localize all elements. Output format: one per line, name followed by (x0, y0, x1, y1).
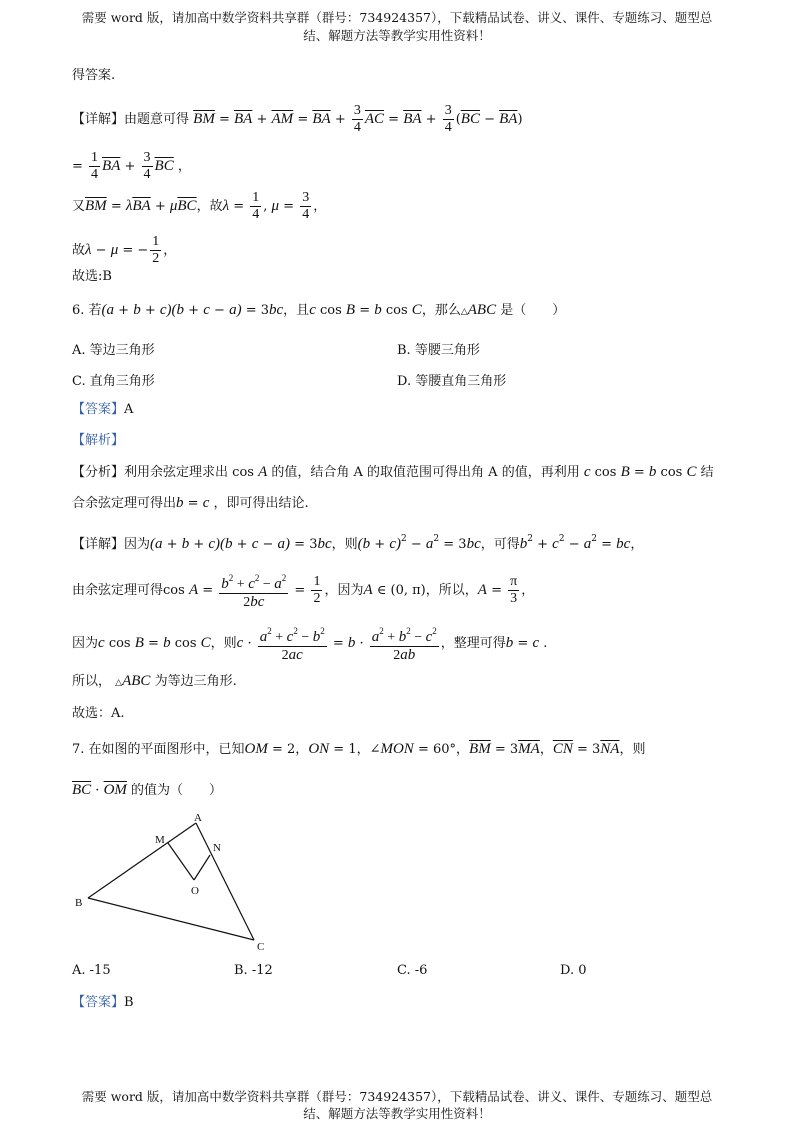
q7-stem-line-1: 7. 在如图的平面图形中，已知OM = 2，ON = 1，∠MON = 60°，$\overline{BM} = 3\overline{MA}$，$\overline{CN} = 3\overline{NA}$，则 (72, 741, 646, 757)
q6-fenxi-line-1: 【分析】利用余弦定理求出 cos A 的值，结合角 A 的取值范围可得出角 A 的值，再利用 c cos B = b cos C 结 (72, 464, 714, 480)
q6-analysis-label: 【解析】 (72, 433, 125, 448)
q7-option-b[interactable]: B. -12 (234, 963, 273, 978)
label-n: N (213, 842, 221, 854)
segment-on (194, 855, 210, 880)
q6-detail-line-2: 由余弦定理可得cos A = $\frac{b^2 + c^2 - a^2}{2bc}$ = $\frac{1}{2}$ ，因为A ∈ (0, π)，所以，A = $\frac{\pi}{3}$ ， (72, 570, 534, 611)
q7-answer: 【答案】B (72, 995, 134, 1010)
q5-detail-line-4: 故λ − μ = − $\frac{1}{2}$ ， (72, 234, 177, 266)
q6-option-c[interactable]: C. 直角三角形 (72, 374, 155, 389)
segment-mo (168, 843, 194, 880)
q6-choose: 故选：A. (72, 706, 125, 721)
q5-detail-line-3: 又$\overline{BM} = \lambda\overline{BA} + \mu\overline{BC}$，故λ = $\frac{1}{4}$ , μ = $\frac{3}{4}$ ， (72, 190, 327, 222)
edge-ac (196, 823, 254, 940)
q5-detail-line-2: = $\frac{1}{4}$ $\overline{BA}$ + $\frac{3}{4}$ $\overline{BC}$ ， (72, 150, 191, 182)
label-a: A (194, 812, 202, 824)
header-line-1: 需要 word 版，请加高中数学资料共享群（群号：734924357），下载精品试卷、讲义、课件、专题练习、题型总 (81, 10, 713, 25)
q7-option-d[interactable]: D. 0 (560, 963, 587, 978)
label-o: O (191, 885, 199, 897)
q6-option-d[interactable]: D. 等腰直角三角形 (397, 374, 507, 389)
label-c: C (257, 941, 265, 953)
q6-detail-line-3: 因为c cos B = b cos C，则c · $\frac{a^2 + c^2 - b^2}{2ac}$ = b · $\frac{a^2 + b^2 - c^2}{2ab}$ ，整理可得b = c . (72, 623, 547, 664)
label-m: M (155, 834, 165, 846)
q7-option-c[interactable]: C. -6 (397, 963, 428, 978)
footer-line-2: 结、解题方法等教学实用性资料！ (303, 1106, 491, 1121)
q6-stem: 6. 若(a + b + c)(b + c − a) = 3bc，且c cos B = b cos C，那么△ABC 是（ ） (72, 302, 566, 318)
q5-detail-line-1: 【详解】由题意可得 $\overline{BM} = \overline{BA} + \overline{AM} = \overline{BA}$ + $\frac{3}{4}$ $\overline{AC} = \overline{BA}$ + $\frac{3}{4}$ $(\overline{BC} - \overline{BA})$ (72, 103, 523, 135)
q6-detail-line-1: 【详解】因为(a + b + c)(b + c − a) = 3bc，则$(b + c)^2 - a^2 = 3bc$，可得$b^2 + c^2 - a^2$ = bc， (72, 534, 644, 552)
q6-option-a[interactable]: A. 等边三角形 (72, 343, 155, 358)
edge-bc (88, 898, 254, 940)
q5-choose: 故选:B (72, 269, 112, 284)
label-b: B (75, 897, 83, 909)
triangle-figure (70, 810, 290, 960)
q6-answer: 【答案】A (72, 402, 134, 417)
q6-fenxi-line-2: 合余弦定理可得出b = c ，即可得出结论. (72, 495, 309, 511)
q5-get-answer: 得答案. (72, 68, 116, 83)
q6-option-b[interactable]: B. 等腰三角形 (397, 343, 480, 358)
q7-option-a[interactable]: A. -15 (72, 963, 111, 978)
q7-stem-line-2: $\overline{BC} \cdot \overline{OM}$ 的值为（ ） (72, 782, 223, 798)
q6-conclusion: 所以， △ABC 为等边三角形. (72, 673, 237, 689)
footer-line-1: 需要 word 版，请加高中数学资料共享群（群号：734924357），下载精品试卷、讲义、课件、专题练习、题型总 (81, 1089, 713, 1104)
header-line-2: 结、解题方法等教学实用性资料！ (303, 28, 491, 43)
